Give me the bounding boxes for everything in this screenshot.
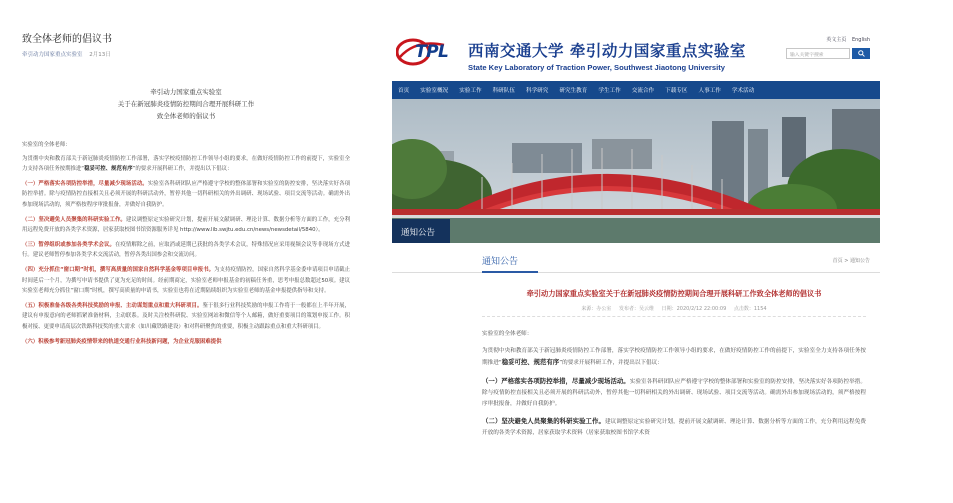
breadcrumb[interactable]: 首页 > 通知公告 bbox=[832, 258, 870, 264]
top-link-english[interactable]: English bbox=[851, 37, 870, 43]
wechat-article-title: 致全体老师的倡议书 bbox=[22, 34, 112, 45]
wechat-article-date: 2月13日 bbox=[89, 52, 111, 58]
banner-notice-tab bbox=[392, 219, 450, 243]
wechat-document-heading bbox=[22, 86, 350, 122]
wechat-account-link[interactable]: 牵引动力国家重点实验室 bbox=[22, 52, 83, 58]
proposal-item: （五）积极准备各级各类科技奖励的申报、主动谋划重点和重大科研项目。鉴于很多行业科技奖励的申报工作将于一般都在上半年开展，建议有申报意向的老师抓紧准备材料，主动联系。及时关注校科研院、实验室网站和微信等个人邮箱，做好重要项目的策划申报工作。积极对接、更要申请高层次铁路科技奖的重大需求（如川藏铁路建设）和对科研聚焦的重要，积极主动跟踪重点和重大科研项目。 bbox=[22, 302, 350, 330]
tpl-logo[interactable] bbox=[396, 37, 458, 67]
heading-line: 致全体老师的倡议书 bbox=[156, 112, 216, 120]
heading-line: 牵引动力国家重点实验室 bbox=[150, 88, 222, 96]
article-date: 日期：2020/2/12 22:00:09 bbox=[661, 306, 727, 312]
article-body bbox=[482, 329, 866, 440]
heading-line: 关于在新冠肺炎疫情防控期间合理开展科研工作 bbox=[117, 100, 255, 108]
nav-item-graduate-education[interactable]: 研究生教育 bbox=[559, 88, 588, 94]
wechat-article-meta bbox=[22, 50, 350, 58]
nav-item-student-work[interactable]: 学生工作 bbox=[598, 88, 621, 94]
proposal-item: （四）充分抓住“窗口期”时机，撰写高质量的国家自然科学基金等项目申报书。为支持疫情防控，国家自然科学基金委申请项目申请截止时间延后一个月，为撰写申请书提供了更为充足的时间。经前期商定，实验室老师申报基金的初稿任务重，思考申报总数超过50项。建议实验室老师充分抓住“窗口期”时机，撰写高质量的申请书，实验室也将在近期陆续组织为实验室老师的基金申报提供指导和支持。 bbox=[22, 266, 350, 295]
proposal-item: （六）积极参考新冠肺炎疫情带来的轨道交通行业科技新问题，为企业克服困难提供 bbox=[22, 338, 222, 345]
top-links bbox=[822, 36, 870, 43]
article-publisher: 发布者：吴云维 bbox=[618, 306, 654, 312]
banner-notice-label: 通知公告 bbox=[401, 228, 436, 238]
nav-item-downloads[interactable]: 下载专区 bbox=[665, 88, 688, 94]
article-views: 点击数：1154 bbox=[733, 306, 767, 312]
proposal-item: （一）严格落实各项防控举措，尽量减少现场活动。实验室各科研团队应严格遵守学校的整体部署和实验室的防控安排，坚决落实好各项防控举措。除与疫情防控直接相关且必须开展的科研活动外，暂停其他一切科研相关的外出调研、现场试验、项目交流等活动。确需外出参加现场活动的，须严格按程序审批报备，并做好自我防护。 bbox=[22, 180, 350, 208]
nav-item-exchange[interactable]: 交流合作 bbox=[631, 88, 655, 94]
top-link-cn-home[interactable]: 英文主页 bbox=[826, 37, 847, 43]
article bbox=[392, 289, 880, 440]
search-button[interactable] bbox=[852, 48, 870, 59]
proposal-item: （三）暂停组织或参加各类学术会议。在疫情解除之前，应取消或延期已获批的各类学术会议，特殊情况应采用视频会议等非现场方式进行。建议老师暂停参加各类学术交流活动，暂停各类出国参会和交流访问。 bbox=[22, 241, 350, 259]
site-title-block bbox=[468, 39, 746, 72]
nav-item-overview[interactable]: 实验室概况 bbox=[420, 88, 449, 94]
intro-bold-phrase: 稳妥可控、规范有序 bbox=[84, 166, 133, 173]
main-nav bbox=[392, 81, 880, 99]
red-arch-bridge-image bbox=[392, 99, 880, 243]
nav-item-academic[interactable]: 学术活动 bbox=[731, 88, 755, 94]
nav-item-lab-work[interactable]: 实验工作 bbox=[459, 88, 482, 94]
wechat-article-body bbox=[22, 140, 350, 347]
proposal-item: （二）坚决避免人员聚集的科研实验工作。建议调整原定实验研究计划，提前开展文献调研、理论计算、数据分析等方面的工作，充分利用远程免费开放的各类学术资源，居家获取校图书馆资源服务详见 http://www.lib.swjtu.edu.cn/news/newsdetail/5840）。 bbox=[22, 216, 350, 234]
nav-item-personnel[interactable]: 人事工作 bbox=[698, 88, 721, 94]
section-header bbox=[392, 249, 880, 273]
banner-image bbox=[392, 99, 880, 243]
lab-website-panel bbox=[392, 29, 880, 485]
proposal-item: （一）严格落实各项防控举措，尽量减少现场活动。实验室各科研团队应严格遵守学校的整体部署和实验室的防控安排，坚决落实好各项防控举措。除与疫情防控直接相关且必须开展的科研活动外，暂停其他一切科研相关的外出调研、现场试验、项目交流等活动。确需外出参加现场活动的，须严格按程序审批报备，并做好自我防护。 bbox=[482, 376, 866, 408]
salutation: 实验室的全体老师： bbox=[22, 142, 71, 148]
site-title-cn: 西南交通大学 牵引动力国家重点实验室 bbox=[468, 41, 746, 60]
intro-bold-phrase: 稳妥可控、规范有序 bbox=[501, 358, 560, 367]
section-title: 通知公告 bbox=[482, 257, 519, 267]
proposal-item: （二）坚决避免人员聚集的科研实验工作。建议调整原定实验研究计划，提前开展文献调研、理论计算、数据分析等方面的工作，充分利用远程免费开放的各类学术资源，居家获取学术资料（居家获取校图书馆学术资 bbox=[482, 417, 866, 437]
nav-item-home[interactable]: 首页 bbox=[398, 88, 410, 94]
wechat-article-panel bbox=[22, 30, 350, 482]
site-title-en: State Key Laboratory of Traction Power, Southwest Jiaotong University bbox=[468, 63, 725, 72]
salutation: 实验室的全体老师： bbox=[482, 331, 533, 337]
section-underline bbox=[482, 271, 538, 273]
article-meta bbox=[482, 305, 866, 317]
intro-paragraph: 为贯彻中央和教育部关于新冠肺炎疫情防控工作部署，落实学校疫情防控工作领导小组的要求，在做好疫情防控工作的前提下，实验室全力支持各项任务按期推进“稳妥可控、规范有序”的要求开展科研工作，并提出以下倡议： bbox=[22, 155, 350, 173]
article-title: 牵引动力国家重点实验室关于在新冠肺炎疫情防控期间合理开展科研工作致全体老师的倡议书 bbox=[526, 289, 822, 298]
site-header bbox=[392, 29, 880, 81]
nav-item-research-team[interactable]: 科研队伍 bbox=[492, 88, 515, 94]
search-icon bbox=[858, 50, 865, 57]
logo-text: TPL bbox=[415, 42, 449, 62]
search-input[interactable]: 输入关键字搜索 bbox=[786, 48, 850, 59]
article-source: 来源：办公室 bbox=[581, 306, 612, 312]
intro-paragraph: 为贯彻中央和教育部关于新冠肺炎疫情防控工作部署，落实学校疫情防控工作领导小组的要求，在做好疫情防控工作的前提下，实验室全力支持各项任务按期推进“稳妥可控、规范有序”的要求开展科研工作，并提出以下倡议： bbox=[482, 348, 866, 367]
nav-item-research[interactable]: 科学研究 bbox=[525, 88, 549, 94]
